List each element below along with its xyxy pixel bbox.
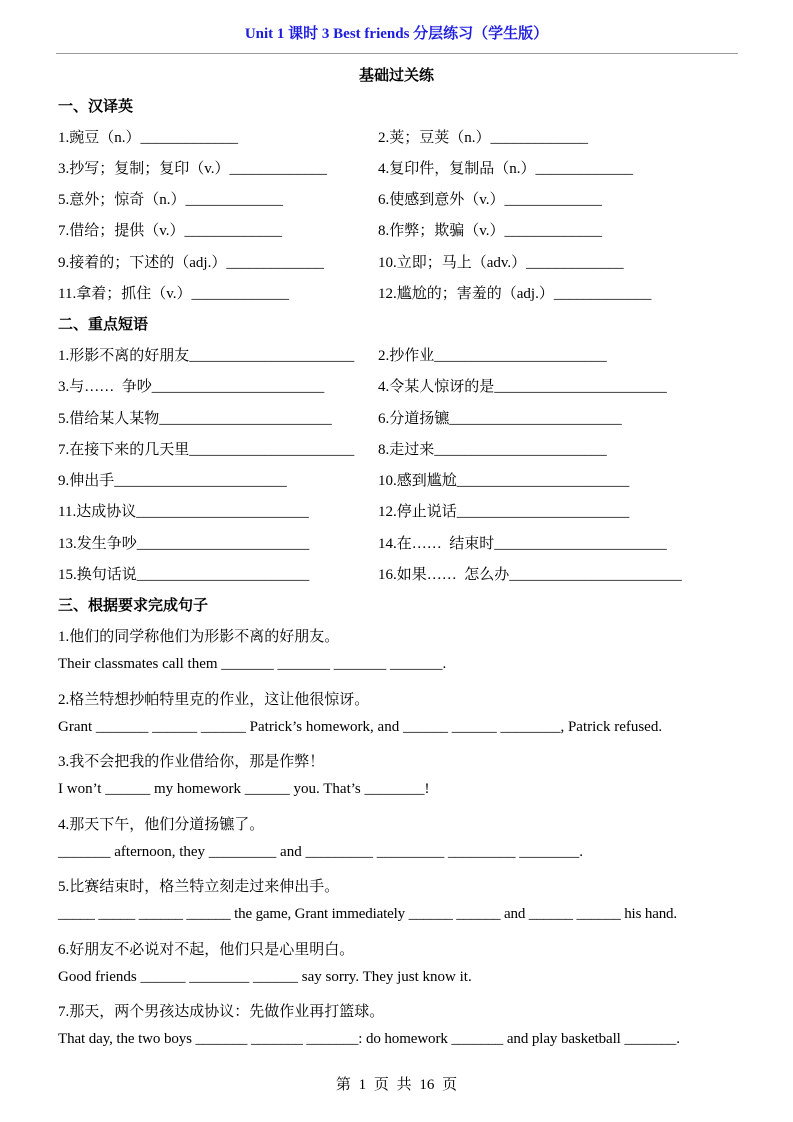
- sentence-blank: Good friends ______ ________ ______ say sorry. They just know it.: [58, 969, 472, 985]
- phrase-item: 1.形影不离的好朋友______________________: [58, 348, 355, 364]
- header-divider: [56, 53, 738, 54]
- phrase-item: 10.感到尴尬_______________________: [378, 473, 630, 489]
- vocab-item: 11.拿着；抓住（v.）_____________: [58, 286, 289, 302]
- vocab-item: 9.接着的；下述的（adj.）_____________: [58, 255, 324, 271]
- phrase-item: 2.抄作业_______________________: [378, 348, 607, 364]
- sentence-prompt: 3.我不会把我的作业借给你，那是作弊！: [58, 754, 325, 770]
- sentence-prompt: 5.比赛结束时，格兰特立刻走过来伸出手。: [58, 879, 340, 895]
- phrase-item: 16.如果…… 怎么办_______________________: [378, 567, 682, 583]
- phrase-item: 13.发生争吵_______________________: [58, 536, 310, 552]
- vocab-item: 8.作弊；欺骗（v.）_____________: [378, 223, 603, 239]
- phrase-item: 9.伸出手_______________________: [58, 473, 287, 489]
- sentence-prompt: 7.那天，两个男孩达成协议：先做作业再打篮球。: [58, 1004, 385, 1020]
- sentence-prompt: 2.格兰特想抄帕特里克的作业，这让他很惊讶。: [58, 692, 370, 708]
- sentence-prompt: 4.那天下午，他们分道扬镳了。: [58, 817, 265, 833]
- phrase-item: 4.令某人惊讶的是_______________________: [378, 379, 667, 395]
- phrase-item: 5.借给某人某物_______________________: [58, 411, 332, 427]
- page-subtitle: 基础过关练: [358, 68, 434, 84]
- vocab-item: 2.荚；豆荚（n.）_____________: [378, 130, 589, 146]
- document-header-title: Unit 1 课时 3 Best friends 分层练习（学生版）: [244, 26, 549, 42]
- section2-heading: 二、重点短语: [58, 317, 149, 333]
- sentence-blank: I won’t ______ my homework ______ you. That’s ________!: [58, 781, 430, 797]
- vocab-item: 1.豌豆（n.）_____________: [58, 130, 239, 146]
- sentence-prompt: 1.他们的同学称他们为形影不离的好朋友。: [58, 629, 340, 645]
- phrase-item: 3.与…… 争吵_______________________: [58, 379, 325, 395]
- vocab-item: 4.复印件，复制品（n.）_____________: [378, 161, 634, 177]
- vocab-item: 6.使感到意外（v.）_____________: [378, 192, 603, 208]
- phrase-item: 11.达成协议_______________________: [58, 504, 309, 520]
- sentence-blank: _______ afternoon, they _________ and _________ _________ _________ ________.: [58, 844, 583, 860]
- page-number: 第 1 页 共 16 页: [335, 1077, 458, 1093]
- sentence-blank: Grant _______ ______ ______ Patrick’s homework, and ______ ______ ________, Patrick refused.: [58, 719, 663, 735]
- phrase-item: 8.走过来_______________________: [378, 442, 607, 458]
- vocab-item: 7.借给；提供（v.）_____________: [58, 223, 283, 239]
- phrase-item: 15.换句话说_______________________: [58, 567, 310, 583]
- vocab-item: 3.抄写；复制；复印（v.）_____________: [58, 161, 328, 177]
- phrase-item: 12.停止说话_______________________: [378, 504, 630, 520]
- phrase-item: 6.分道扬镳_______________________: [378, 411, 622, 427]
- vocab-item: 5.意外；惊奇（n.）_____________: [58, 192, 284, 208]
- vocab-item: 10.立即；马上（adv.）_____________: [378, 255, 624, 271]
- sentence-blank: That day, the two boys _______ _______ _______: do homework _______ and play basketball _______.: [58, 1031, 680, 1047]
- vocab-item: 12.尴尬的；害羞的（adj.）_____________: [378, 286, 652, 302]
- phrase-item: 7.在接下来的几天里______________________: [58, 442, 355, 458]
- sentence-blank: Their classmates call them _______ _______ _______ _______.: [58, 656, 447, 672]
- sentence-blank: _____ _____ ______ ______ the game, Grant immediately ______ ______ and ______ ______ his hand.: [58, 906, 678, 922]
- section1-heading: 一、汉译英: [58, 99, 134, 115]
- section3-heading: 三、根据要求完成句子: [58, 598, 209, 614]
- sentence-prompt: 6.好朋友不必说对不起，他们只是心里明白。: [58, 942, 355, 958]
- phrase-item: 14.在…… 结束时_______________________: [378, 536, 667, 552]
